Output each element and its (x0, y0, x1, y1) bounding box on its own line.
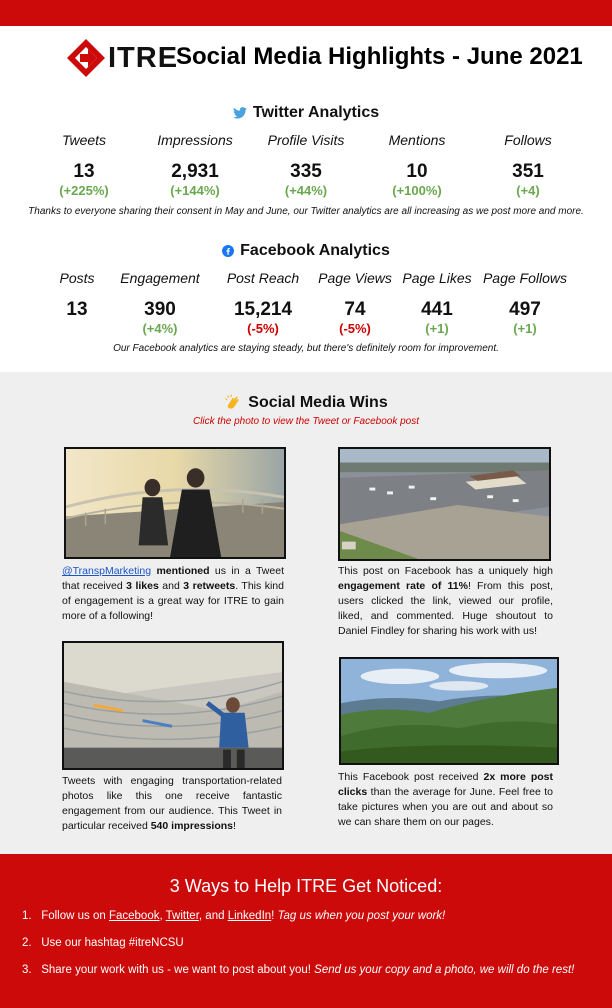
step-italic-text: Send us your copy and a photo, we will do the rest! (314, 964, 575, 976)
caption-text: . This kind of engagement is a great way for ITRE to gain more of a following! (62, 580, 284, 622)
caption-text: ! From this post, users clicked the link, viewed our profile, liked, and commented. Huge shoutout to Daniel Findley for sharing his work with us! (338, 580, 553, 637)
metric-label: Impressions (157, 132, 233, 148)
metric-label: Follows (504, 132, 552, 148)
metric-value: 13 (73, 161, 95, 182)
metric-value: 351 (512, 161, 544, 182)
metric-value: 497 (509, 299, 541, 320)
twitter-title-text: Twitter Analytics (252, 104, 380, 121)
twitter-note: Thanks to everyone sharing their consent in May and June, our Twitter analytics are all increasing as we post more and more. (28, 206, 584, 217)
metric-change: (+44%) (284, 183, 328, 198)
top-banner (0, 0, 612, 26)
caption-text: Tweets with engaging transportation-related photos like this one receive fantastic engagement from our audience. This Tweet in particular received (62, 775, 282, 832)
step-number: 3. (22, 964, 32, 976)
metric-change: (+100%) (392, 183, 442, 198)
step-number: 2. (22, 937, 32, 949)
post-4-caption (338, 770, 553, 830)
step-text: , and (198, 910, 228, 922)
clapping-hands-icon (224, 394, 242, 412)
caption-bold: mentioned (156, 565, 210, 577)
metric-change: (+144%) (170, 183, 220, 198)
caption-bold: 3 retweets (183, 580, 236, 592)
caption-bold: 540 impressions (150, 820, 234, 832)
caption-text: ! (233, 820, 236, 832)
header (0, 36, 612, 80)
metric-label: Page Likes (402, 270, 472, 286)
facebook-note: Our Facebook analytics are staying steady, but there's definitely room for improvement. (113, 343, 499, 354)
facebook-metric-page-follows (470, 270, 580, 339)
metric-change: (-5%) (339, 321, 371, 336)
metric-value: 13 (66, 299, 88, 320)
metric-value: 390 (144, 299, 176, 320)
metric-change: (+1) (425, 321, 449, 336)
caption-bold: engagement rate of 11% (338, 580, 468, 592)
facebook-link[interactable]: Facebook (108, 910, 160, 922)
twitter-section-title (0, 104, 612, 122)
metric-label: Posts (59, 270, 95, 286)
step-text: Share your work with us - we want to post about you! (41, 964, 315, 976)
twitter-metric-profile-visits (251, 132, 361, 201)
wins-subtitle: Click the photo to view the Tweet or Facebook post (192, 416, 420, 427)
transp-marketing-link[interactable]: @TranspMarketing (62, 565, 152, 577)
metric-value: 335 (290, 161, 322, 182)
metric-value: 15,214 (233, 299, 293, 320)
mountain-photo-link[interactable] (339, 657, 559, 765)
caption-text: us in a Tweet that received (62, 565, 284, 592)
caption-text: and (158, 580, 184, 592)
twitter-metric-follows (473, 132, 583, 201)
twitter-link[interactable]: Twitter (165, 910, 199, 922)
facebook-metric-engagement (105, 270, 215, 339)
twitter-metric-mentions (362, 132, 472, 201)
footer-title: 3 Ways to Help ITRE Get Noticed: (169, 876, 443, 896)
caption-bold: 2x more post clicks (338, 771, 553, 798)
step-text: Follow us on (41, 910, 109, 922)
itre-logo-icon (66, 38, 106, 78)
metric-label: Tweets (61, 132, 107, 148)
metric-change: (+4%) (142, 321, 178, 336)
runners-photo-link[interactable] (64, 447, 286, 559)
metric-label: Engagement (120, 270, 200, 286)
step-follow (22, 910, 602, 937)
wins-title (0, 394, 612, 412)
metric-label: Mentions (388, 132, 446, 148)
twitter-metric-tweets (29, 132, 139, 201)
metric-change: (+225%) (59, 183, 109, 198)
step-text: Use our hashtag #itreNCSU (41, 937, 184, 949)
post-1-caption (62, 564, 284, 624)
step-italic-text: Tag us when you post your work! (277, 910, 446, 922)
metric-change: (+1) (513, 321, 537, 336)
step-text: ! (271, 910, 278, 922)
post-2-caption (338, 564, 553, 639)
metric-label: Post Reach (226, 270, 300, 286)
wins-title-text: Social Media Wins (248, 394, 388, 412)
linkedin-link[interactable]: LinkedIn (227, 910, 272, 922)
metric-value: 74 (344, 299, 366, 320)
page-title: Social Media Highlights - June 2021 (176, 43, 583, 70)
boardwalk-photo-link[interactable] (338, 447, 551, 561)
caption-text: This post on Facebook has a uniquely high (338, 565, 553, 577)
caption-text: This Facebook post received (338, 771, 484, 783)
footer (0, 854, 612, 1008)
metric-change: (-5%) (247, 321, 279, 336)
simulation-photo-link[interactable] (62, 641, 284, 770)
step-text: , (159, 910, 166, 922)
metric-value: 10 (406, 161, 428, 182)
logo-text: ITRE (108, 42, 179, 74)
facebook-icon (222, 245, 234, 257)
metric-value: 441 (421, 299, 453, 320)
twitter-bird-icon (233, 107, 247, 119)
social-media-wins-section (0, 372, 612, 854)
step-share (22, 964, 602, 991)
metric-label: Profile Visits (267, 132, 345, 148)
help-steps-list (22, 910, 602, 991)
caption-text: than the average for June. Feel free to take pictures when you are out and about so we can share them on our pages. (338, 786, 553, 828)
metric-label: Page Views (318, 270, 392, 286)
metric-label: Page Follows (482, 270, 568, 286)
metric-change: (+4) (516, 183, 540, 198)
caption-bold: 3 likes (126, 580, 159, 592)
step-number: 1. (22, 910, 32, 922)
step-hashtag (22, 937, 602, 964)
facebook-section-title (0, 242, 612, 260)
metric-value: 2,931 (171, 161, 219, 182)
twitter-metric-impressions (140, 132, 250, 201)
post-3-caption (62, 774, 282, 834)
facebook-title-text: Facebook Analytics (240, 242, 390, 259)
